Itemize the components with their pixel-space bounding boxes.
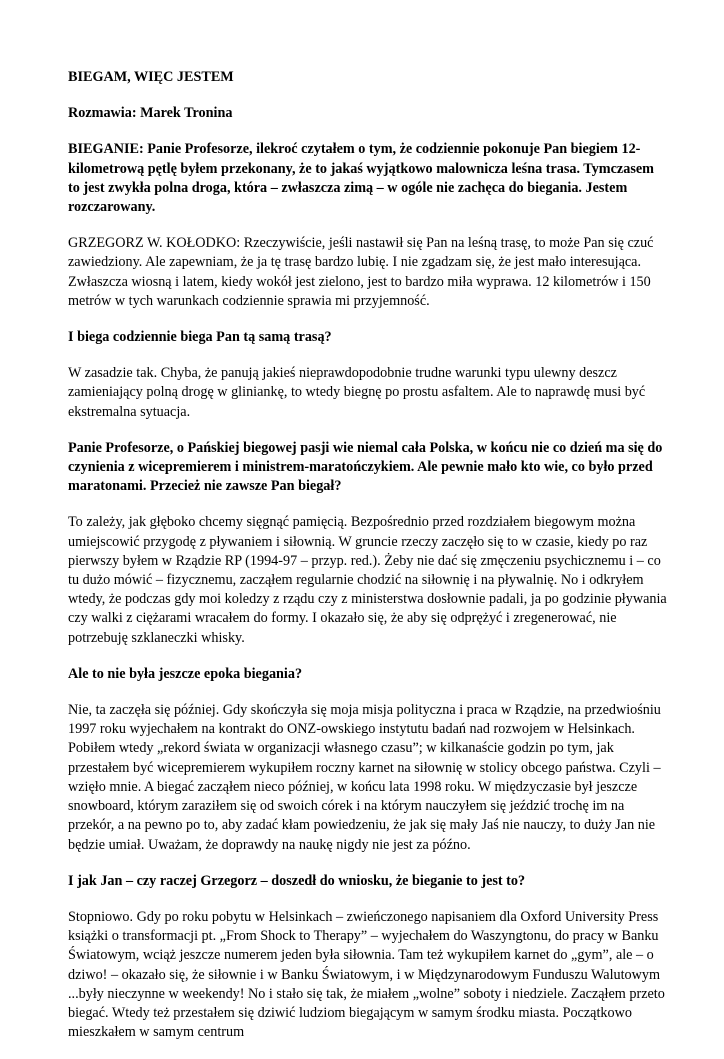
question-paragraph: BIEGANIE: Panie Profesorze, ilekroć czytałem o tym, że codziennie pokonuje Pan biegiem 12-kilometrową pętlę byłem przekonany, że to jakaś wyjątkowo malownicza leśna trasa. Tymczasem to jest zwykła polna droga, która – zwłaszcza zimą – w ogóle nie zachęca do biegania. Jestem rozczarowany. — [68, 141, 654, 216]
byline: Rozmawia: Marek Tronina — [68, 105, 233, 122]
answer-paragraph: Nie, ta zaczęła się później. Gdy skończyła się moja misja polityczna i praca w Rządzie, na przedwiośniu 1997 roku wyjechałem na kontrakt do ONZ-owskiego instytutu badań nad rozwojem w Helsinkach. Pobiłem wtedy „rekord świata w organizacji własnego czasu”; w kilkanaście godzin po tym, jak przestałem być wicepremierem wykupiłem roczny karnet na siłownię w stolicy obcego państwa. Czyli – wzięło mnie. A biegać zacząłem nieco później, w końcu lata 1998 roku. W międzyczasie był jeszcze snowboard, którym zaraziłem się od swoich córek i na którym nauczyłem się jeździć trochę im na przekór, a na pewno po to, aby zadać kłam powiedzeniu, że jak się mały Jaś nie nauczy, to duży Jan nie będzie umiał. Uważam, że doprawdy na naukę nigdy nie jest za późno. — [68, 702, 661, 853]
question-paragraph: I jak Jan – czy raczej Grzegorz – doszedł do wniosku, że bieganie to jest to? — [68, 872, 526, 889]
document-page — [68, 60, 668, 1059]
question-paragraph: I biega codziennie biega Pan tą samą trasą? — [68, 329, 332, 346]
answer-paragraph: W zasadzie tak. Chyba, że panują jakieś nieprawdopodobnie trudne warunki typu ulewny deszcz zamieniający polną drogę w gliniankę, to wtedy biegnę po prostu asfaltem. Ale to naprawdę musi być ekstremalna sytuacja. — [68, 365, 646, 420]
answer-paragraph: GRZEGORZ W. KOŁODKO: Rzeczywiście, jeśli nastawił się Pan na leśną trasę, to może Pan się czuć zawiedziony. Ale zapewniam, że ja tę trasę bardzo lubię. I nie zgadzam się, że jest mało interesująca. Zwłaszcza wiosną i latem, kiedy wokół jest zielono, jest to bardzo miła wyprawa. 12 kilometrów i 150 metrów w tych warunkach codziennie sprawia mi przyjemność. — [68, 235, 654, 309]
question-paragraph: Ale to nie była jeszcze epoka biegania? — [68, 665, 303, 682]
question-paragraph: Panie Profesorze, o Pańskiej biegowej pasji wie niemal cała Polska, w końcu nie co dzień ma się do czynienia z wicepremierem i ministrem-maratończykiem. Ale pewnie mało kto wie, co było przed maratonami. Przecież nie zawsze Pan biegał? — [68, 439, 663, 495]
article-title: BIEGAM, WIĘC JESTEM — [68, 69, 234, 85]
answer-paragraph: Stopniowo. Gdy po roku pobytu w Helsinkach – zwieńczonego napisaniem dla Oxford University Press książki o transformacji pt. „From Shock to Therapy” – wyjechałem do Waszyngtonu, do pracy w Banku Światowym, wciąż jeszcze numerem jeden była siłownia. Tam też wykupiłem karnet do „gym”, ale – o dziwo! – okazało się, że siłownie i w Banku Światowym, i w Międzynarodowym Funduszu Walutowym ...były nieczynne w weekendy! No i stało się tak, że miałem „wolne” soboty i niedziele. Zacząłem przeto biegać. Wtedy też przestałem się dziwić ludziom biegającym w samym środku miasta. Początkowo mieszkałem w samym centrum — [68, 908, 665, 1041]
answer-paragraph: To zależy, jak głęboko chcemy sięgnąć pamięcią. Bezpośrednio przed rozdziałem biegowym można umiejscowić przygodę z pływaniem i siłownią. W gruncie rzeczy zaczęło się to w czasie, kiedy po raz pierwszy byłem w Rządzie RP (1994-97 – przyp. red.). Żeby nie dać się zmęczeniu psychicznemu i – co tu dużo mówić – fizycznemu, zacząłem regularnie chodzić na siłownię i na pływalnię. No i odkryłem wtedy, że podczas gdy moi koledzy z rządu czy z ministerstwa dosłownie padali, ja po godzinie pływania czy walki z ciężarami wracałem do formy. I okazało się, że aby się odprężyć i zregenerować, nie potrzebuję szklaneczki whisky. — [68, 514, 667, 646]
